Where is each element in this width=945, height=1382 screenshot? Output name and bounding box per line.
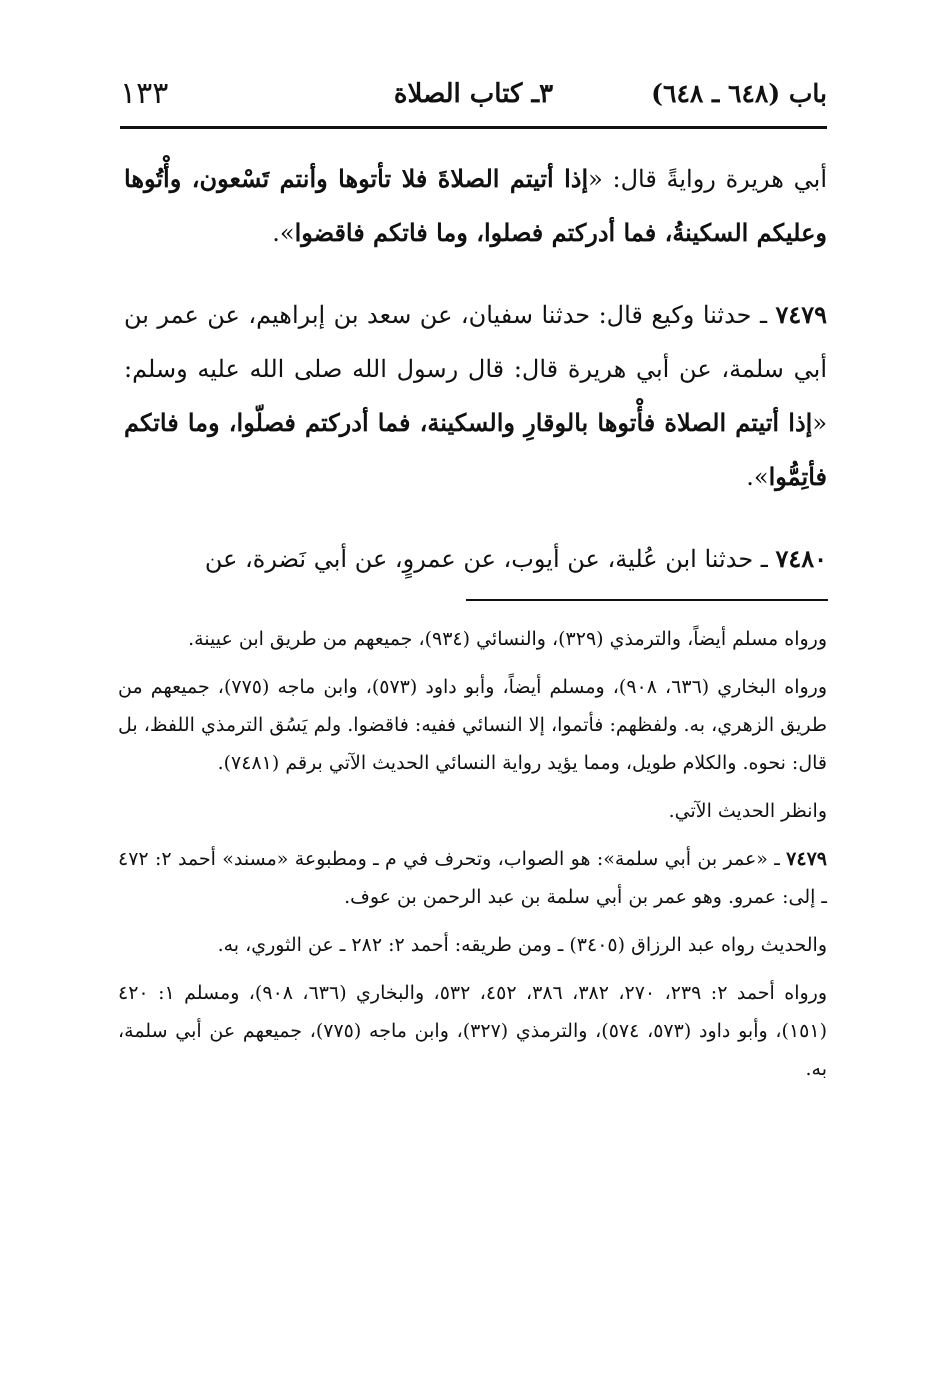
hadith-paragraph-7479 xyxy=(124,288,827,504)
footnote-paragraph: وانظر الحديث الآتي. xyxy=(668,800,827,822)
footnote-paragraph: ورواه أحمد ٢: ٢٣٩، ٢٧٠، ٣٨٢، ٣٨٦، ٤٥٢، ٥٣٢، والبخاري (٦٣٦، ٩٠٨)، ومسلم ١: ٤٢٠ (١٥١)، وأبو داود (٥٧٣، ٥٧٤)، والترمذي (٣٢٧)، وابن ماجه (٧٧٥)، جميعهم عن أبي سلمة، به. xyxy=(118,982,828,1080)
chapter-range: باب (٦٤٨ ـ ٦٤٨) xyxy=(651,79,827,108)
footnote-paragraph: ورواه البخاري (٦٣٦، ٩٠٨)، ومسلم أيضاً، وأبو داود (٥٧٣)، وابن ماجه (٧٧٥)، جميعهم من طريق الزهري، به. ولفظهم: فأتموا، إلا النسائي ففيه: فاقضوا. ولم يَسُق الترمذي اللفظ، بل قال: نحوه. والكلام طويل، ومما يؤيد رواية النسائي الحديث الآتي برقم (٧٤٨١). xyxy=(118,676,828,774)
page-number: ١٣٣ xyxy=(120,76,169,111)
running-header xyxy=(120,74,827,129)
footnote-paragraph: والحديث رواه عبد الرزاق (٣٤٠٥) ـ ومن طريقه: أحمد ٢: ٢٨٢ ـ عن الثوري، به. xyxy=(217,934,827,956)
footnote-paragraph: ورواه مسلم أيضاً، والترمذي (٣٢٩)، والنسائي (٩٣٤)، جميعهم من طريق ابن عيينة. xyxy=(188,628,827,650)
hadith-close: ». xyxy=(272,219,295,247)
footnote-hadith-number: ٧٤٧٩ xyxy=(786,848,827,870)
hadith-paragraph-continuation xyxy=(124,152,827,260)
footnote-text: ـ «عمر بن أبي سلمة»: هو الصواب، وتحرف في م ـ ومطبوعة «مسند» أحمد ٢: ٤٧٢ ـ إلى: عمرو. وهو عمر بن أبي سلمة بن عبد الرحمن بن عوف. xyxy=(118,848,827,908)
hadith-close: ». xyxy=(746,463,769,491)
footnote-paragraph xyxy=(118,840,827,916)
hadith-text: إذا أتيتم الصلاةَ فلا تأتوها وأنتم تَسْعون، وأْتُوها وعليكم السكينةُ، فما أدركتم فصلوا، وما فاتكم فاقضوا xyxy=(124,164,827,247)
footnotes xyxy=(118,620,827,1098)
isnad-text: ـ حدثنا ابن عُلية، عن أيوب، عن عمروٍ، عن أبي نَضرة، عن xyxy=(204,545,776,573)
book-title: ٣ـ كتاب الصلاة xyxy=(393,79,554,109)
footnote-separator xyxy=(466,599,828,601)
hadith-number: ٧٤٧٩ xyxy=(775,300,827,329)
hadith-paragraph-7480 xyxy=(124,532,827,586)
isnad-text: ـ حدثنا وكيع قال: حدثنا سفيان، عن سعد بن إبراهيم، عن عمر بن أبي سلمة، عن أبي هريرة قال: قال رسول الله صلى الله عليه وسلم: « xyxy=(124,301,827,437)
main-text xyxy=(124,152,827,614)
hadith-text: إذا أتيتم الصلاة فأْتوها بالوقارِ والسكينة، فما أدركتم فصلّوا، وما فاتكم فأتِمُّوا xyxy=(124,408,827,491)
hadith-number: ٧٤٨٠ xyxy=(775,544,827,573)
narration-intro: أبي هريرة روايةً قال: « xyxy=(588,165,827,193)
